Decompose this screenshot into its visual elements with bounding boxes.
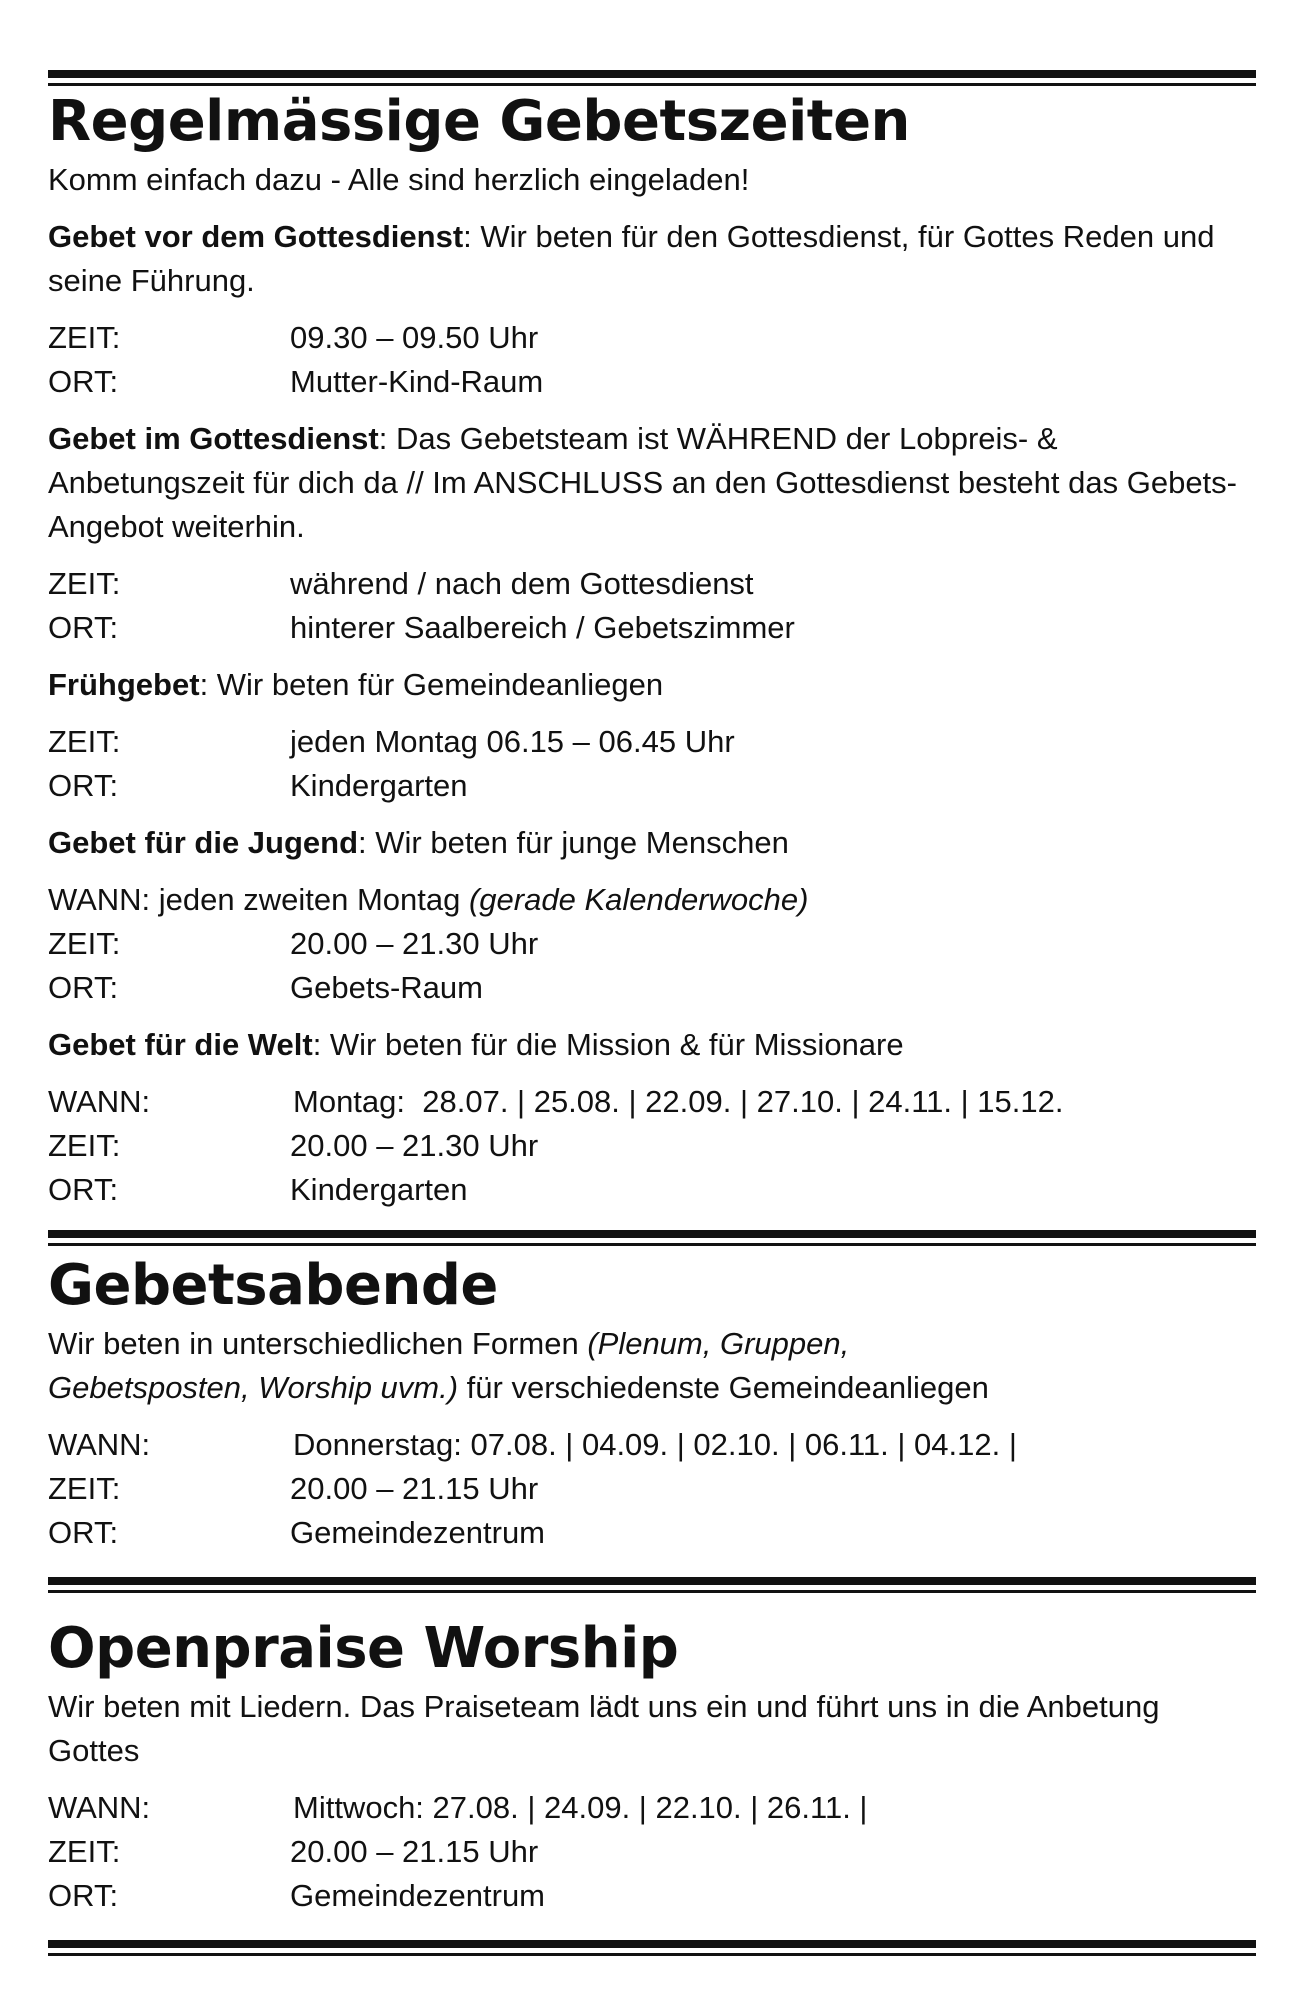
- section-title-openpraise: Openpraise Worship: [48, 1616, 679, 1681]
- wann-row: WANN: Donnerstag: 07.08. | 04.09. | 02.10. | 06.11. | 04.12. |: [48, 1423, 1256, 1467]
- ort-value: hinterer Saalbereich / Gebetszimmer: [290, 610, 795, 645]
- zeit-row: ZEIT: während / nach dem Gottesdienst: [48, 562, 1256, 606]
- zeit-row: ZEIT: 20.00 – 21.30 Uhr: [48, 922, 1256, 966]
- zeit-value: 20.00 – 21.30 Uhr: [290, 926, 539, 961]
- wann-row: WANN: Montag: 28.07. | 25.08. | 22.09. | 27.10. | 24.11. | 15.12.: [48, 1080, 1256, 1124]
- wann-row: WANN: jeden zweiten Montag (gerade Kalenderwoche): [48, 882, 809, 917]
- zeit-row: ZEIT: 20.00 – 21.30 Uhr: [48, 1124, 1256, 1168]
- section-gebetsabende: [48, 1250, 1256, 1555]
- ort-row: ORT: Kindergarten: [48, 1168, 1256, 1212]
- prayer-item-description: Gebet für die Welt: Wir beten für die Mission & für Missionare: [48, 1027, 904, 1062]
- prayer-item-name: Gebet für die Jugend: [48, 825, 359, 860]
- wann-value: Donnerstag: 07.08. | 04.09. | 02.10. | 06.11. | 04.12. |: [293, 1427, 1017, 1462]
- zeit-value: jeden Montag 06.15 – 06.45 Uhr: [290, 724, 735, 759]
- section-openpraise: [48, 1613, 1256, 1918]
- section-regular: [48, 86, 1256, 1212]
- divider-double-rule: [48, 1577, 1256, 1593]
- prayer-item-gottesdienst-vor: [48, 215, 1256, 404]
- prayer-item-name: Gebet für die Welt: [48, 1027, 313, 1062]
- zeit-value: 20.00 – 21.30 Uhr: [290, 1128, 539, 1163]
- ort-value: Gebets-Raum: [290, 970, 483, 1005]
- ort-value: Mutter-Kind-Raum: [290, 364, 544, 399]
- ort-value: Gemeindezentrum: [290, 1878, 546, 1913]
- prayer-item-name: Gebet vor dem Gottesdienst: [48, 219, 464, 254]
- wann-value: Montag: 28.07. | 25.08. | 22.09. | 27.10. | 24.11. | 15.12.: [293, 1084, 1064, 1119]
- ort-row: ORT: Gemeindezentrum: [48, 1511, 1256, 1555]
- zeit-row: ZEIT: jeden Montag 06.15 – 06.45 Uhr: [48, 720, 1256, 764]
- bottom-double-rule: [48, 1940, 1256, 1956]
- section-description-openpraise: Wir beten mit Liedern. Das Praiseteam lädt uns ein und führt uns in die Anbetung Gottes: [48, 1689, 1160, 1768]
- section-title-regular: Regelmässige Gebetszeiten: [48, 89, 910, 154]
- prayer-item-description: Gebet für die Jugend: Wir beten für junge Menschen: [48, 825, 789, 860]
- zeit-value: 20.00 – 21.15 Uhr: [290, 1471, 539, 1506]
- ort-value: Kindergarten: [290, 1172, 468, 1207]
- prayer-item-welt: [48, 1023, 1256, 1212]
- prayer-item-description: Gebet im Gottesdienst: Das Gebetsteam ist WÄHREND der Lobpreis- & Anbetungszeit für dich da // Im ANSCHLUSS an den Gottesdienst besteht das Gebets-Angebot weiterhin.: [48, 421, 1237, 544]
- ort-row: ORT: hinterer Saalbereich / Gebetszimmer: [48, 606, 1256, 650]
- zeit-row: ZEIT: 20.00 – 21.15 Uhr: [48, 1467, 1256, 1511]
- top-double-rule: [48, 70, 1256, 86]
- ort-value: Kindergarten: [290, 768, 468, 803]
- ort-value: Gemeindezentrum: [290, 1515, 546, 1550]
- prayer-item-description: Frühgebet: Wir beten für Gemeindeanliegen: [48, 667, 664, 702]
- wann-note: (gerade Kalenderwoche): [468, 882, 809, 917]
- zeit-value: 09.30 – 09.50 Uhr: [290, 320, 539, 355]
- zeit-row: ZEIT: 09.30 – 09.50 Uhr: [48, 316, 1256, 360]
- document-page: [48, 70, 1256, 1956]
- prayer-item-name: Frühgebet: [48, 667, 200, 702]
- wann-value: Mittwoch: 27.08. | 24.09. | 22.10. | 26.11. |: [293, 1790, 868, 1825]
- wann-row: WANN: Mittwoch: 27.08. | 24.09. | 22.10. | 26.11. |: [48, 1786, 1256, 1830]
- prayer-item-description: Gebet vor dem Gottesdienst: Wir beten für den Gottesdienst, für Gottes Reden und seine Führung.: [48, 219, 1215, 298]
- ort-row: ORT: Mutter-Kind-Raum: [48, 360, 1256, 404]
- prayer-item-name: Gebet im Gottesdienst: [48, 421, 379, 456]
- ort-row: ORT: Gebets-Raum: [48, 966, 1256, 1010]
- zeit-value: 20.00 – 21.15 Uhr: [290, 1834, 539, 1869]
- ort-row: ORT: Gemeindezentrum: [48, 1874, 1256, 1918]
- prayer-item-fruehgebet: [48, 663, 1256, 808]
- zeit-row: ZEIT: 20.00 – 21.15 Uhr: [48, 1830, 1256, 1874]
- divider-double-rule: [48, 1230, 1256, 1246]
- section-title-gebetsabende: Gebetsabende: [48, 1253, 498, 1318]
- prayer-item-jugend: [48, 821, 1256, 1010]
- ort-row: ORT: Kindergarten: [48, 764, 1256, 808]
- section-subtitle-regular: Komm einfach dazu - Alle sind herzlich eingeladen!: [48, 162, 750, 197]
- prayer-item-gottesdienst-im: [48, 417, 1256, 650]
- zeit-value: während / nach dem Gottesdienst: [290, 566, 754, 601]
- section-description-gebetsabende: Wir beten in unterschiedlichen Formen (Plenum, Gruppen, Gebetsposten, Worship uvm.) für verschiedenste Gemeindeanliegen: [48, 1326, 989, 1405]
